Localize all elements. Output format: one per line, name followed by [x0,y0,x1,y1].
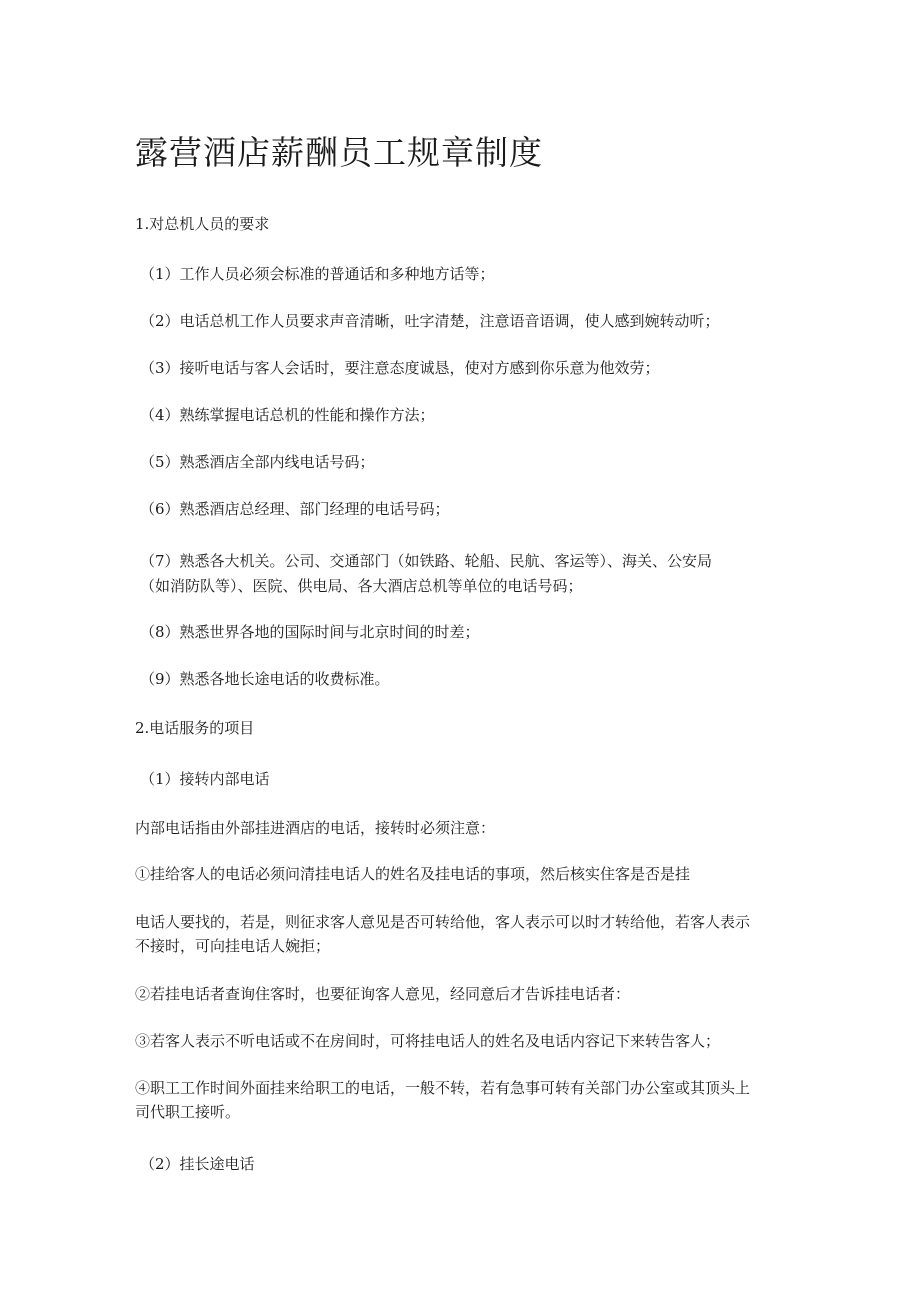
paragraph-line: 内部电话指由外部挂进酒店的电话，接转时必须注意： [135,819,496,837]
list-item: （4）熟练掌握电话总机的性能和操作方法； [140,406,435,424]
paragraph-line: ③若客人表示不听电话或不在房间时，可将挂电话人的姓名及电话内容记下来转告客人； [135,1032,721,1050]
section-heading-1: 1.对总机人员的要求 [135,215,270,233]
list-item: （3）接听电话与客人会话时，要注意态度诚恳，使对方感到你乐意为他效劳； [140,359,660,377]
sub-heading: （2）挂长途电话 [140,1155,255,1173]
list-item: （2）电话总机工作人员要求声音清晰，吐字清楚，注意语音语调，使人感到婉转动听； [140,312,720,330]
list-item: （7）熟悉各大机关。公司、交通部门（如铁路、轮船、民航、客运等）、海关、公安局 [140,552,713,570]
paragraph-line: ①挂给客人的电话必须问清挂电话人的姓名及挂电话的事项，然后核实住客是否是挂 [135,865,691,883]
list-item: （9）熟悉各地长途电话的收费标准。 [140,670,390,688]
paragraph-line: 不接时，可向挂电话人婉拒； [135,937,331,955]
list-item: （8）熟悉世界各地的国际时间与北京时间的时差； [140,623,480,641]
list-item-continuation: （如消防队等）、医院、供电局、各大酒店总机等单位的电话号码； [140,577,583,595]
sub-heading: （1）接转内部电话 [140,770,270,788]
document-title: 露营酒店薪酬员工规章制度 [135,133,543,172]
paragraph-line: ④职工工作时间外面挂来给职工的电话，一般不转，若有急事可转有关部门办公室或其顶头上 [135,1079,751,1097]
paragraph-line: 司代职工接听。 [135,1103,241,1121]
list-item: （6）熟悉酒店总经理、部门经理的电话号码； [140,500,450,518]
section-heading-2: 2.电话服务的项目 [135,719,255,737]
paragraph-line: ②若挂电话者查询住客时，也要征询客人意见，经同意后才告诉挂电话者： [135,985,631,1003]
list-item: （1）工作人员必须会标准的普通话和多种地方话等； [140,265,495,283]
list-item: （5）熟悉酒店全部内线电话号码； [140,453,375,471]
paragraph-line: 电话人要找的，若是，则征求客人意见是否可转给他，客人表示可以时才转给他，若客人表示 [135,913,751,931]
